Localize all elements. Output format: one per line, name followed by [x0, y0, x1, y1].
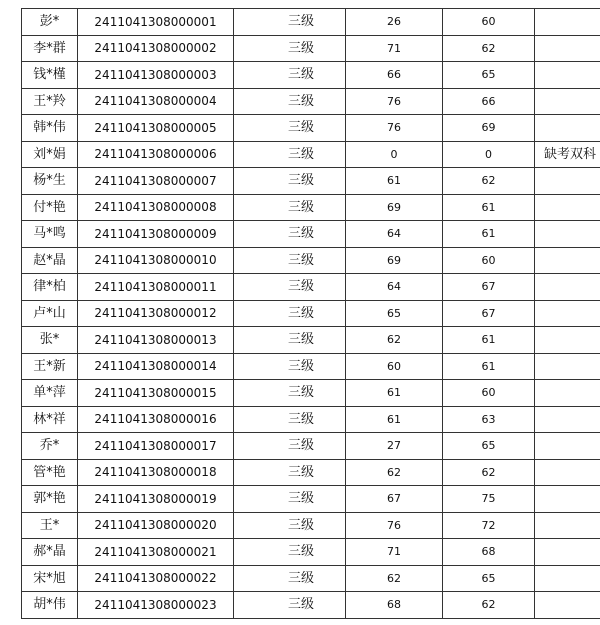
candidate-name-cell: 付*艳: [22, 194, 78, 221]
table-row: [22, 221, 600, 248]
score-1-cell: 62: [346, 459, 443, 486]
candidate-id-cell: 2411041308000006: [78, 141, 234, 168]
table-row: [22, 141, 600, 168]
remark-cell: [535, 353, 600, 380]
remark-cell: [535, 433, 600, 460]
score-1-cell: 64: [346, 221, 443, 248]
exam-level-cell: 三级: [234, 565, 346, 592]
score-2-cell: 65: [443, 62, 535, 89]
candidate-id-cell: 2411041308000004: [78, 88, 234, 115]
candidate-name-cell: 李*群: [22, 35, 78, 62]
remark-cell: [535, 274, 600, 301]
score-2-cell: 65: [443, 565, 535, 592]
candidate-name-cell: 管*艳: [22, 459, 78, 486]
remark-cell: [535, 221, 600, 248]
candidate-id-cell: 2411041308000009: [78, 221, 234, 248]
table-row: [22, 194, 600, 221]
score-1-cell: 67: [346, 486, 443, 513]
table-row: [22, 380, 600, 407]
exam-level-cell: 三级: [234, 168, 346, 195]
candidate-id-cell: 2411041308000005: [78, 115, 234, 142]
remark-cell: [535, 62, 600, 89]
candidate-id-cell: 2411041308000001: [78, 9, 234, 36]
candidate-name-cell: 张*: [22, 327, 78, 354]
candidate-name-cell: 韩*伟: [22, 115, 78, 142]
table-row: [22, 35, 600, 62]
score-2-cell: 67: [443, 300, 535, 327]
exam-level-cell: 三级: [234, 353, 346, 380]
candidate-id-cell: 2411041308000008: [78, 194, 234, 221]
score-1-cell: 61: [346, 406, 443, 433]
exam-level-cell: 三级: [234, 247, 346, 274]
table-row: [22, 115, 600, 142]
table-row: [22, 274, 600, 301]
exam-level-cell: 三级: [234, 35, 346, 62]
table-row: [22, 62, 600, 89]
table-row: [22, 459, 600, 486]
exam-level-cell: 三级: [234, 327, 346, 354]
table-row: [22, 88, 600, 115]
candidate-id-cell: 2411041308000011: [78, 274, 234, 301]
remark-cell: [535, 592, 600, 619]
exam-level-cell: 三级: [234, 88, 346, 115]
remark-cell: [535, 247, 600, 274]
exam-level-cell: 三级: [234, 274, 346, 301]
exam-level-cell: 三级: [234, 300, 346, 327]
remark-cell: [535, 115, 600, 142]
score-2-cell: 63: [443, 406, 535, 433]
candidate-name-cell: 王*羚: [22, 88, 78, 115]
exam-level-cell: 三级: [234, 486, 346, 513]
candidate-name-cell: 宋*旭: [22, 565, 78, 592]
score-2-cell: 67: [443, 274, 535, 301]
score-2-cell: 62: [443, 35, 535, 62]
table-row: [22, 592, 600, 619]
score-1-cell: 61: [346, 380, 443, 407]
candidate-name-cell: 单*萍: [22, 380, 78, 407]
exam-level-cell: 三级: [234, 592, 346, 619]
table-row: [22, 9, 600, 36]
score-1-cell: 76: [346, 512, 443, 539]
exam-level-cell: 三级: [234, 512, 346, 539]
table-row: [22, 433, 600, 460]
score-2-cell: 75: [443, 486, 535, 513]
exam-level-cell: 三级: [234, 539, 346, 566]
score-2-cell: 61: [443, 353, 535, 380]
exam-level-cell: 三级: [234, 9, 346, 36]
candidate-name-cell: 王*: [22, 512, 78, 539]
exam-level-cell: 三级: [234, 433, 346, 460]
candidate-id-cell: 2411041308000015: [78, 380, 234, 407]
score-2-cell: 60: [443, 380, 535, 407]
remark-cell: [535, 539, 600, 566]
score-1-cell: 0: [346, 141, 443, 168]
remark-cell: [535, 168, 600, 195]
candidate-id-cell: 2411041308000020: [78, 512, 234, 539]
score-2-cell: 68: [443, 539, 535, 566]
score-2-cell: 61: [443, 221, 535, 248]
score-2-cell: 62: [443, 459, 535, 486]
candidate-id-cell: 2411041308000019: [78, 486, 234, 513]
score-2-cell: 62: [443, 168, 535, 195]
table-row: [22, 327, 600, 354]
candidate-id-cell: 2411041308000017: [78, 433, 234, 460]
score-2-cell: 61: [443, 327, 535, 354]
score-1-cell: 27: [346, 433, 443, 460]
remark-cell: [535, 486, 600, 513]
remark-cell: [535, 327, 600, 354]
score-1-cell: 76: [346, 115, 443, 142]
score-table: [21, 8, 600, 619]
score-1-cell: 66: [346, 62, 443, 89]
candidate-id-cell: 2411041308000012: [78, 300, 234, 327]
candidate-name-cell: 胡*伟: [22, 592, 78, 619]
exam-level-cell: 三级: [234, 115, 346, 142]
exam-level-cell: 三级: [234, 221, 346, 248]
remark-cell: [535, 9, 600, 36]
remark-cell: [535, 88, 600, 115]
exam-level-cell: 三级: [234, 194, 346, 221]
score-1-cell: 60: [346, 353, 443, 380]
table-row: [22, 486, 600, 513]
table-row: [22, 406, 600, 433]
remark-cell: [535, 406, 600, 433]
exam-level-cell: 三级: [234, 141, 346, 168]
table-row: [22, 300, 600, 327]
remark-cell: [535, 380, 600, 407]
candidate-name-cell: 郭*艳: [22, 486, 78, 513]
score-1-cell: 71: [346, 35, 443, 62]
candidate-id-cell: 2411041308000010: [78, 247, 234, 274]
table-row: [22, 539, 600, 566]
candidate-name-cell: 赵*晶: [22, 247, 78, 274]
score-1-cell: 65: [346, 300, 443, 327]
candidate-id-cell: 2411041308000016: [78, 406, 234, 433]
score-2-cell: 72: [443, 512, 535, 539]
score-1-cell: 64: [346, 274, 443, 301]
candidate-name-cell: 乔*: [22, 433, 78, 460]
score-1-cell: 68: [346, 592, 443, 619]
table-row: [22, 565, 600, 592]
candidate-name-cell: 郝*晶: [22, 539, 78, 566]
remark-cell: 缺考双科: [535, 141, 600, 168]
remark-cell: [535, 300, 600, 327]
score-1-cell: 71: [346, 539, 443, 566]
score-1-cell: 62: [346, 565, 443, 592]
candidate-name-cell: 卢*山: [22, 300, 78, 327]
remark-cell: [535, 459, 600, 486]
score-2-cell: 60: [443, 9, 535, 36]
score-1-cell: 76: [346, 88, 443, 115]
score-1-cell: 61: [346, 168, 443, 195]
score-table-body: [22, 9, 600, 619]
score-1-cell: 26: [346, 9, 443, 36]
score-2-cell: 60: [443, 247, 535, 274]
score-1-cell: 69: [346, 247, 443, 274]
candidate-id-cell: 2411041308000021: [78, 539, 234, 566]
score-2-cell: 69: [443, 115, 535, 142]
score-1-cell: 69: [346, 194, 443, 221]
candidate-id-cell: 2411041308000003: [78, 62, 234, 89]
score-2-cell: 65: [443, 433, 535, 460]
candidate-name-cell: 彭*: [22, 9, 78, 36]
score-2-cell: 66: [443, 88, 535, 115]
candidate-id-cell: 2411041308000014: [78, 353, 234, 380]
exam-level-cell: 三级: [234, 380, 346, 407]
remark-cell: [535, 512, 600, 539]
candidate-name-cell: 杨*生: [22, 168, 78, 195]
candidate-id-cell: 2411041308000022: [78, 565, 234, 592]
candidate-name-cell: 马*鸣: [22, 221, 78, 248]
candidate-id-cell: 2411041308000007: [78, 168, 234, 195]
score-1-cell: 62: [346, 327, 443, 354]
remark-cell: [535, 35, 600, 62]
score-2-cell: 0: [443, 141, 535, 168]
table-row: [22, 353, 600, 380]
candidate-id-cell: 2411041308000002: [78, 35, 234, 62]
candidate-id-cell: 2411041308000023: [78, 592, 234, 619]
candidate-name-cell: 律*柏: [22, 274, 78, 301]
exam-level-cell: 三级: [234, 406, 346, 433]
candidate-id-cell: 2411041308000013: [78, 327, 234, 354]
table-row: [22, 168, 600, 195]
candidate-name-cell: 王*新: [22, 353, 78, 380]
score-2-cell: 61: [443, 194, 535, 221]
table-row: [22, 512, 600, 539]
exam-level-cell: 三级: [234, 459, 346, 486]
remark-cell: [535, 194, 600, 221]
score-2-cell: 62: [443, 592, 535, 619]
candidate-name-cell: 林*祥: [22, 406, 78, 433]
remark-cell: [535, 565, 600, 592]
table-row: [22, 247, 600, 274]
exam-level-cell: 三级: [234, 62, 346, 89]
candidate-name-cell: 刘*娟: [22, 141, 78, 168]
candidate-name-cell: 钱*槿: [22, 62, 78, 89]
candidate-id-cell: 2411041308000018: [78, 459, 234, 486]
